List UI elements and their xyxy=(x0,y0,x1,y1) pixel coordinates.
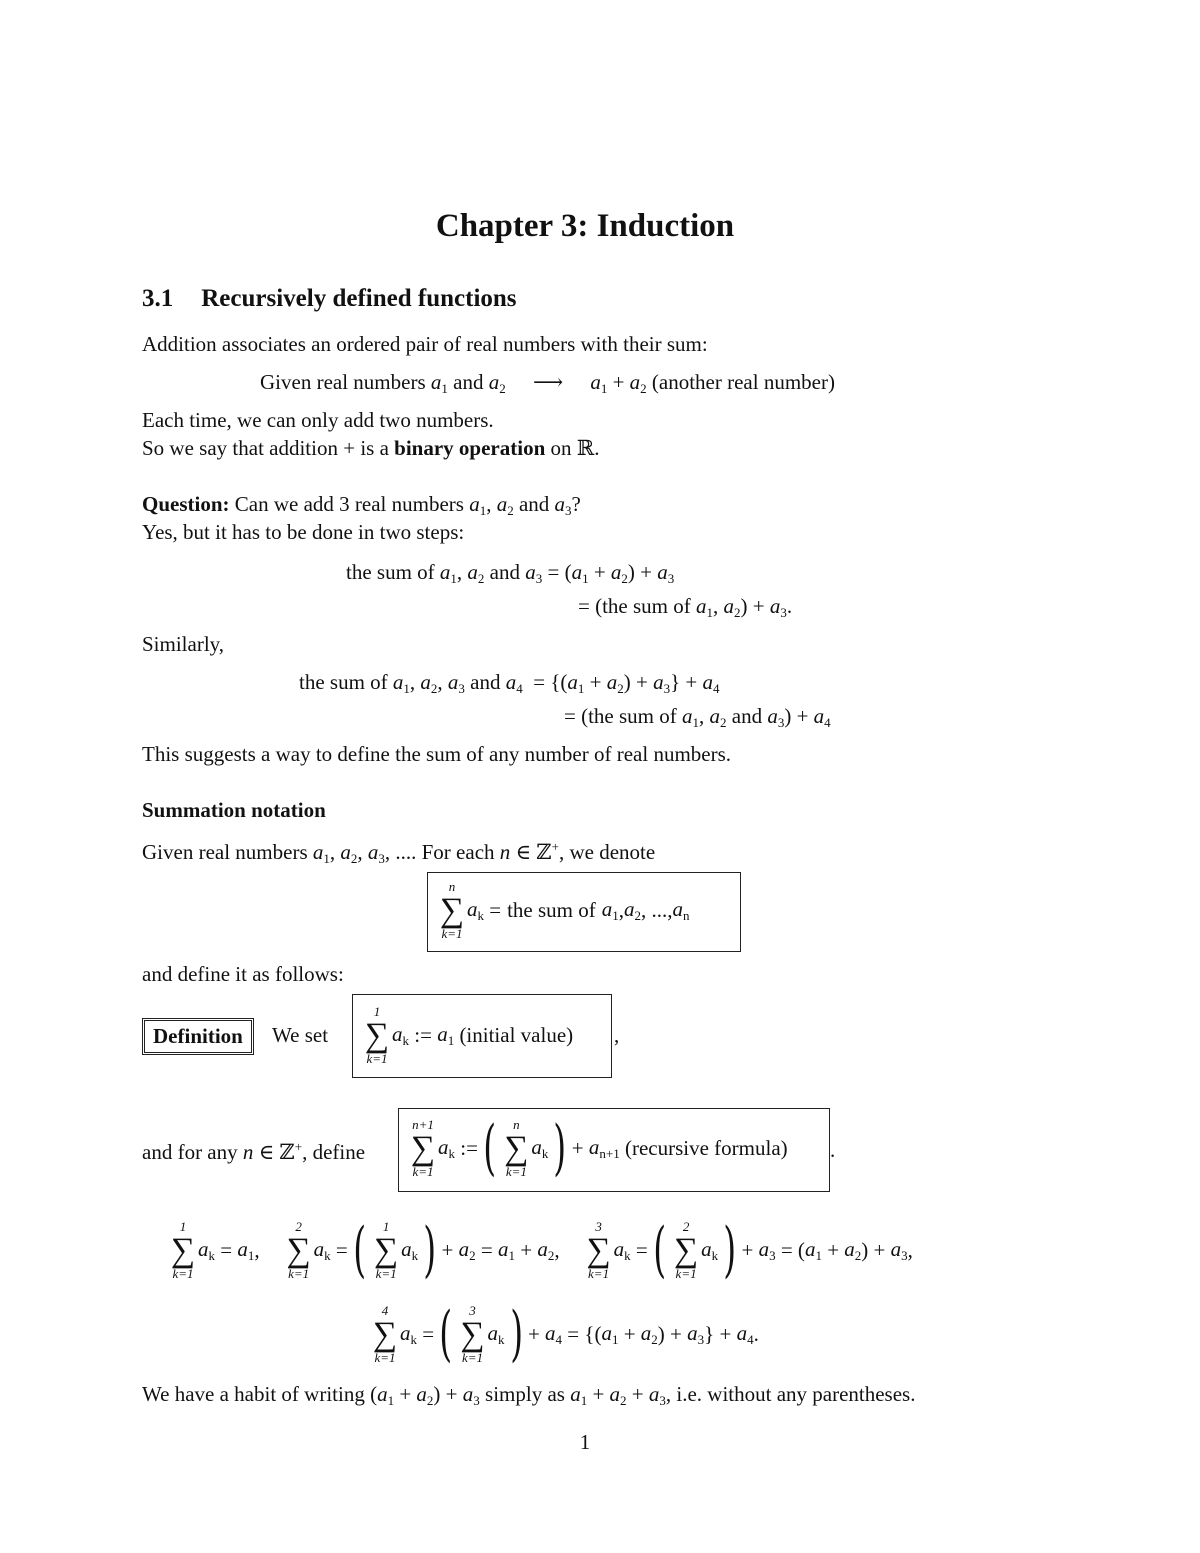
section-title: Recursively defined functions xyxy=(201,285,517,312)
chapter-title: Chapter 3: Induction xyxy=(435,208,735,244)
comma: , xyxy=(614,1023,620,1047)
examples-row-2: 4 ∑ k=1 $a_k$ = ( 3 ∑ k=1 $a_k$ ) + $a_4$ = {( $a_1$ + $a_2$ ) + $a_3$ } + $a_4$ . xyxy=(372,1299,759,1369)
we-set: We set xyxy=(272,1023,329,1047)
paragraph-given-sequence: Given real numbers $a_1$, $a_2$, $a_3$, .... For each n ∈ ℤ+, we denote xyxy=(142,839,656,866)
equation-sum-four: the sum of $a_1$, $a_2$, $a_3$ and $a_4 = \{(a_1 + a_2) + a_3\} + a_4$ xyxy=(299,670,720,696)
recursive-formula: n+1 ∑ k=1 $a_k$ := ( n ∑ k=1 $a_k$ ) + $a_{n+1}$ (recursive formula) xyxy=(410,1113,788,1183)
section-heading xyxy=(142,285,517,313)
question-label: Question: xyxy=(142,492,230,516)
summation-notation: n ∑ k=1 $a_k$ = the sum of $a_1$ , $a_2$ , ..., $a_n$ xyxy=(439,879,690,941)
equation-sum-three-b: = (the sum of $a_1$, $a_2) + a_3$. xyxy=(578,594,793,620)
given-line: Given real numbers $a_1$ and $a_2$ ⟶ $a_1 + a_2$ (another real number) xyxy=(260,370,835,396)
arrow-icon: ⟶ xyxy=(532,370,564,394)
summation-heading: Summation notation xyxy=(142,798,326,822)
section-number: 3.1 xyxy=(142,285,174,312)
period: . xyxy=(830,1138,836,1162)
and-for-any: and for any n ∈ ℤ+, define xyxy=(142,1139,366,1164)
paragraph-binary-operation: So we say that addition + is a binary operation on ℝ. xyxy=(142,436,600,460)
equation-sum-three: the sum of $a_1$, $a_2$ and $a_3 = (a_1 + a_2) + a_3$ xyxy=(346,560,675,586)
paragraph-define: and define it as follows: xyxy=(142,962,344,986)
paragraph-suggests: This suggests a way to define the sum of any number of real numbers. xyxy=(142,742,732,766)
paragraph-two-steps: Yes, but it has to be done in two steps: xyxy=(142,520,465,544)
paragraph-habit: We have a habit of writing $(a_1 + a_2) + a_3$ simply as $a_1 + a_2 + a_3$, i.e. without any parentheses. xyxy=(142,1382,916,1408)
question: Question: Can we add 3 real numbers $a_1$, $a_2$ and $a_3$? xyxy=(142,492,581,518)
similarly: Similarly, xyxy=(142,632,225,656)
initial-value-formula: 1 ∑ k=1 $a_k$ := $a_1$ (initial value) xyxy=(364,1004,574,1066)
paragraph-addition: Addition associates an ordered pair of real numbers with their sum: xyxy=(142,332,708,356)
examples-row-1: 1 ∑ k=1 $a_k$ = $a_1$ , 2 ∑ k=1 $a_k$ = ( 1 ∑ k=1 $a_k$ ) + $a_2$ = $a_1$ + $a_2$ , 3 ∑ k=1 $a_k$ = ( 2 ∑ k=1 $a_k$ ) + $a_3$ = ( $a_1$ + $a_2$ ) + $a_3$ , xyxy=(170,1215,913,1285)
page-number: 1 xyxy=(579,1430,591,1454)
definition-label: Definition xyxy=(142,1018,254,1055)
equation-sum-four-b: = (the sum of $a_1$, $a_2$ and $a_3) + a_4$ xyxy=(564,704,831,730)
paragraph-two-numbers: Each time, we can only add two numbers. xyxy=(142,408,494,432)
